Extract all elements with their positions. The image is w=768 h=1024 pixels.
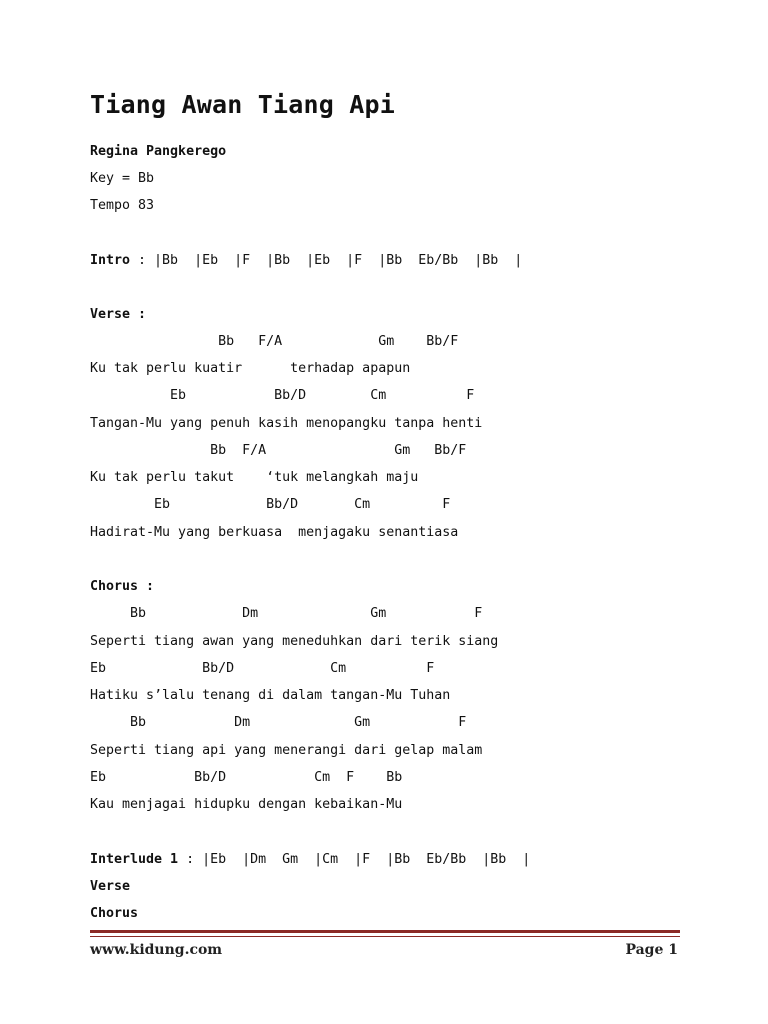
footer-site-link[interactable]: www.kidung.com <box>90 942 223 958</box>
verse-chord-line: Bb F/A Gm Bb/F <box>90 334 459 349</box>
interlude-label: Interlude 1 <box>90 852 179 867</box>
verse-chord-line: Eb Bb/D Cm F <box>90 388 475 403</box>
chorus-chord-line: Bb Dm Gm F <box>90 606 483 621</box>
intro-label: Intro <box>90 253 131 268</box>
chorus-chord-line: Bb Dm Gm F <box>90 715 467 730</box>
intro-chords: : |Bb |Eb |F |Bb |Eb |F |Bb Eb/Bb |Bb | <box>130 253 523 268</box>
verse-lyric-line: Ku tak perlu kuatir terhadap apapun <box>90 361 411 376</box>
chorus-chord-line: Eb Bb/D Cm F <box>90 661 435 676</box>
verse-chord-line: Eb Bb/D Cm F <box>90 497 451 512</box>
verse-lyric-line: Tangan-Mu yang penuh kasih menopangku tanpa henti <box>90 416 483 431</box>
verse-label: Verse : <box>90 307 147 322</box>
outro-chorus-label: Chorus <box>90 906 139 921</box>
song-key: Key = Bb <box>90 171 155 186</box>
chorus-label: Chorus : <box>90 579 155 594</box>
chorus-lyric-line: Seperti tiang api yang menerangi dari gelap malam <box>90 743 483 758</box>
footer-page-number: Page 1 <box>625 942 678 958</box>
outro-verse-label: Verse <box>90 879 131 894</box>
chorus-lyric-line: Hatiku s’lalu tenang di dalam tangan-Mu Tuhan <box>90 688 451 703</box>
song-tempo: Tempo 83 <box>90 198 155 213</box>
interlude-line <box>90 851 530 869</box>
artist-name: Regina Pangkerego <box>90 144 227 159</box>
intro-line <box>90 252 522 270</box>
chorus-lyric-line: Kau menjagai hidupku dengan kebaikan-Mu <box>90 797 403 812</box>
verse-lyric-line: Hadirat-Mu yang berkuasa menjagaku senantiasa <box>90 525 459 540</box>
chorus-lyric-line: Seperti tiang awan yang meneduhkan dari terik siang <box>90 634 499 649</box>
footer-rule-thin <box>90 936 680 937</box>
song-title: Tiang Awan Tiang Api <box>90 90 396 119</box>
verse-lyric-line: Ku tak perlu takut ‘tuk melangkah maju <box>90 470 419 485</box>
interlude-chords: : |Eb |Dm Gm |Cm |F |Bb Eb/Bb |Bb | <box>178 852 531 867</box>
verse-chord-line: Bb F/A Gm Bb/F <box>90 443 467 458</box>
footer-rule <box>90 930 680 933</box>
chorus-chord-line: Eb Bb/D Cm F Bb <box>90 770 403 785</box>
